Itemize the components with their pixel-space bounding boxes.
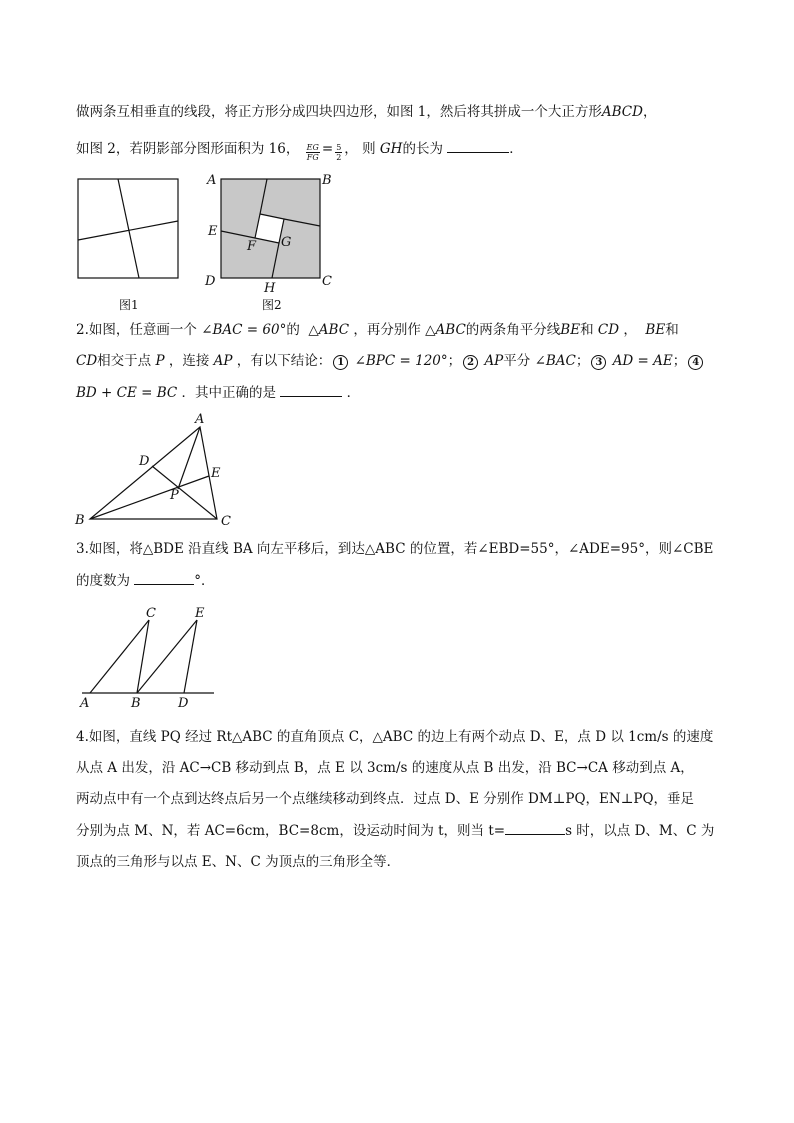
q3-line2: 的度数为 °． — [76, 573, 215, 589]
fig2-label-f: F — [247, 239, 257, 254]
q2-label-a: A — [195, 412, 205, 427]
q2-label-e: E — [211, 466, 221, 481]
q4-line5: 顶点的三角形与以点 E、N、C 为顶点的三角形全等． — [76, 854, 401, 870]
fig2-label-e: E — [208, 224, 218, 239]
conclusion-1-marker: 1 — [333, 355, 348, 370]
q2-line2: CD相交于点 P ，连接 AP ，有以下结论： 1 ∠BPC = 120°； 2 AP平分 ∠BAC； 3 AD = AE； 4 — [76, 352, 705, 370]
q1-square-name: ABCD — [601, 104, 643, 120]
conclusion-3-marker: 3 — [591, 355, 606, 370]
conclusion-2-marker: 2 — [463, 355, 478, 370]
q2-label-p: P — [170, 488, 179, 503]
q3-line1: 3.如图，将△BDE 沿直线 BA 向左平移后，到达△ABC 的位置，若∠EBD=55°，∠ADE=95°，则∠CBE — [76, 541, 714, 557]
q2-label-d: D — [139, 454, 150, 469]
fig2-label-c: C — [322, 274, 332, 289]
q1-line1: 做两条互相垂直的线段，将正方形分成四块四边形，如图 1，然后将其拼成一个大正方形ABCD， — [76, 104, 657, 120]
q3-label-a: A — [80, 696, 90, 711]
conclusion-4-marker: 4 — [688, 355, 703, 370]
q2-label-b: B — [75, 513, 85, 528]
q1-line2: 如图 2，若阴影部分图形面积为 16， $\frac{EG}{FG}$ = $\frac{5}{2}$ ， 则 GH的长为 ． — [76, 141, 523, 162]
q1-fraction-five-halves: $\frac{5}{2}$ — [336, 143, 342, 162]
q3-label-e: E — [195, 606, 205, 621]
q3-label-b: B — [131, 696, 141, 711]
q4-line2: 从点 A 出发，沿 AC→CB 移动到点 B，点 E 以 3cm/s 的速度从点 B 出发，沿 BC→CA 移动到点 A， — [76, 760, 694, 776]
q1-fraction-eg-fg: $\frac{EG}{FG}$ — [306, 143, 319, 162]
fig2-label-a: A — [207, 173, 217, 188]
q2-label-c: C — [221, 514, 231, 529]
q2-line3: BD + CE = BC ．其中正确的是 ． — [76, 385, 361, 401]
q4-line3: 两动点中有一个点到达终点后另一个点继续移动到终点．过点 D、E 分别作 DM⊥PQ，EN⊥PQ，垂足 — [76, 791, 695, 807]
q4-line1: 4.如图，直线 PQ 经过 Rt△ABC 的直角顶点 C，△ABC 的边上有两个动点 D、E，点 D 以 1cm/s 的速度 — [76, 729, 714, 745]
q4-answer-blank[interactable] — [505, 822, 565, 835]
fig2-label-b: B — [322, 173, 332, 188]
fig2-label-g: G — [281, 235, 292, 250]
fig2-label-h: H — [264, 281, 276, 296]
fig2-label-d: D — [205, 274, 216, 289]
q3-label-d: D — [178, 696, 189, 711]
q1-fig2-caption: 图2 — [262, 298, 282, 312]
q4-line4: 分别为点 M、N，若 AC=6cm，BC=8cm，设运动时间为 t，则当 t= s 时，以点 D、M、C 为 — [76, 823, 715, 839]
q2-line1: 2.如图，任意画一个 ∠BAC = 60°的 △ABC ，再分别作 △ABC的两条角平分线BE和 CD ， BE和 — [76, 322, 679, 338]
q3-label-c: C — [146, 606, 156, 621]
q1-fig1-caption: 图1 — [119, 298, 139, 312]
